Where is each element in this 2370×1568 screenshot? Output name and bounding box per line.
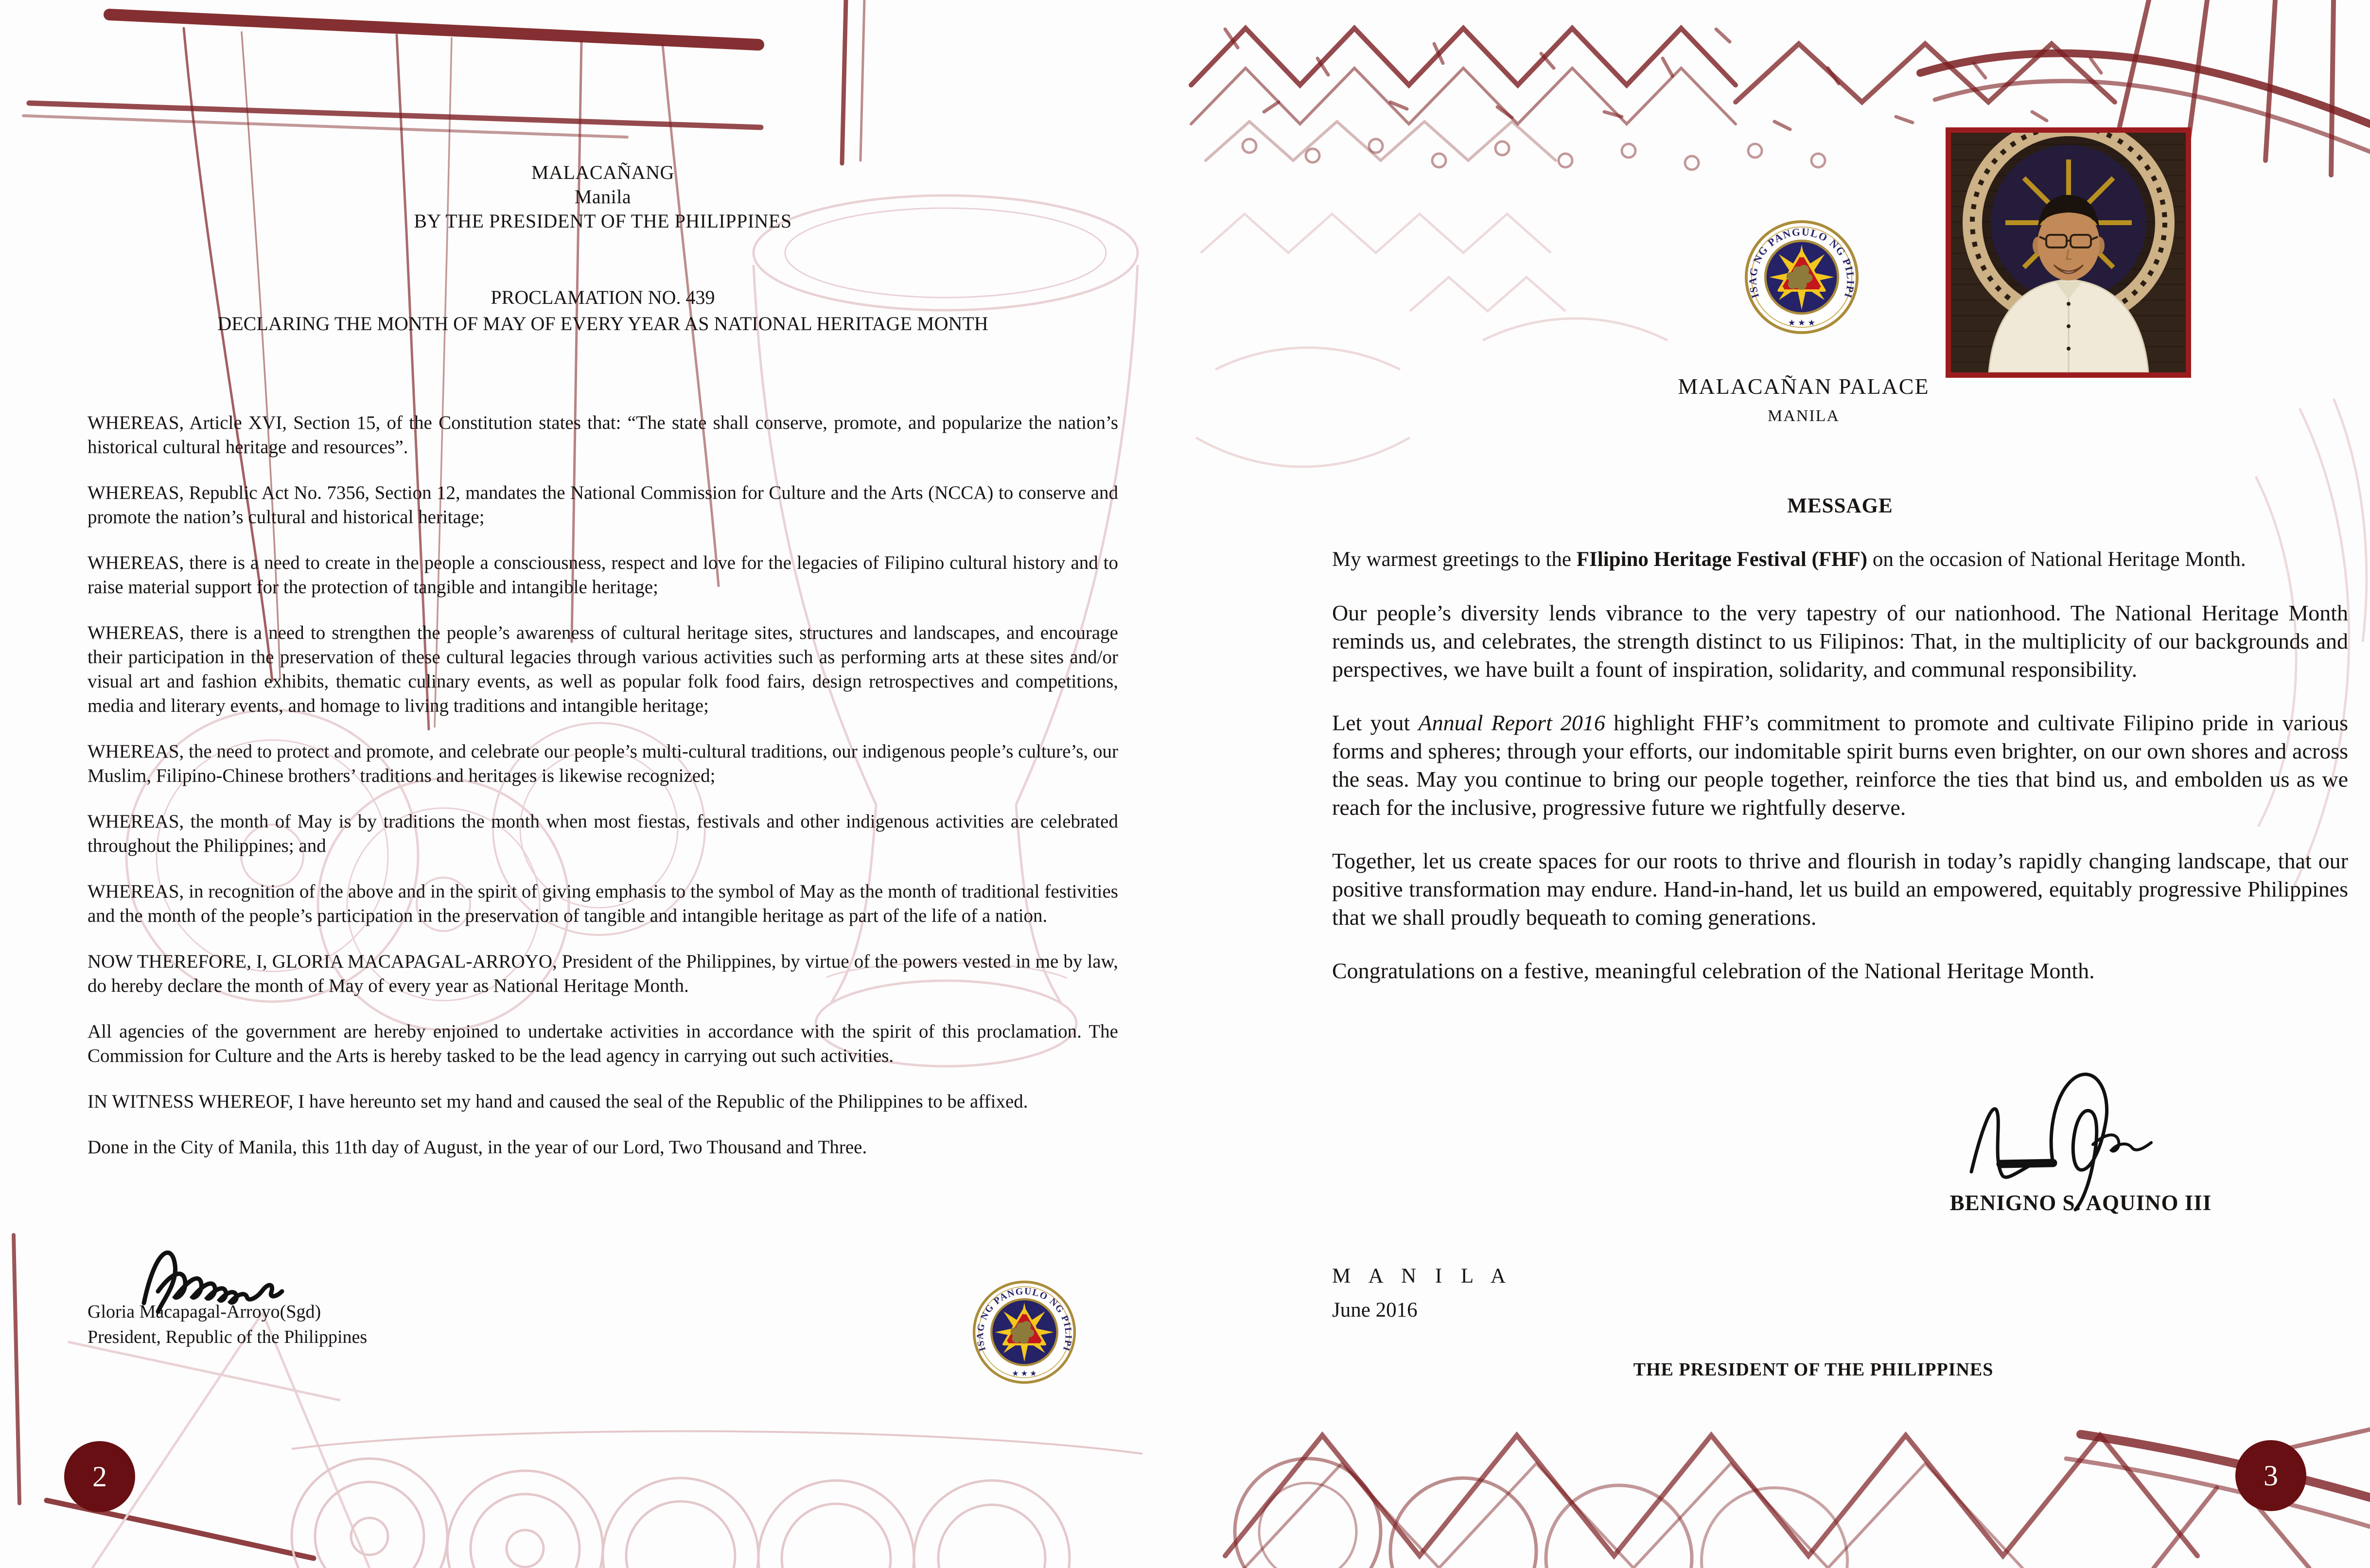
right-page-footer: THE PRESIDENT OF THE PHILIPPINES — [1633, 1359, 1994, 1380]
message-p1-post: on the occasion of National Heritage Month. — [1867, 548, 2246, 571]
page-number-left-value: 2 — [92, 1460, 107, 1493]
right-bottom-sketch — [1225, 1429, 2370, 1568]
page-number-right-value: 3 — [2264, 1459, 2278, 1492]
now-therefore-paragraph: NOW THEREFORE, I, GLORIA MACAPAGAL-ARROYO, President of the Philippines, by virtue of the powers vested in me by law, do hereby declare the month of May of every year as National Heritage Month. — [88, 951, 1118, 996]
header-malacanang: MALACAÑANG — [531, 161, 674, 183]
proclamation-body — [88, 411, 1118, 1181]
header-manila: Manila — [574, 186, 632, 208]
page-number-right — [2235, 1440, 2306, 1511]
signer-title: President, Republic of the Philippines — [88, 1327, 368, 1347]
whereas-paragraph-6: WHEREAS, the month of May is by traditions the month when most fiestas, festivals and other indigenous activities are celebrated throughout the Philippines; and — [88, 811, 1118, 856]
done-in-manila-paragraph: Done in the City of Manila, this 11th day of August, in the year of our Lord, Two Thousand and Three. — [88, 1137, 867, 1158]
message-paragraph-4: Together, let us create spaces for our roots to thrive and flourish in today’s rapidly changing landscape, that our positive transformation may endure. Hand-in-hand, let us build an empowered, equitably progressive Philippines that we shall proudly bequeath to coming generations. — [1332, 848, 2348, 930]
proclamation-number: PROCLAMATION NO. 439 — [491, 286, 715, 308]
message-date: June 2016 — [1332, 1299, 1418, 1321]
message-paragraph-1 — [1332, 546, 2348, 574]
whereas-paragraph-1: WHEREAS, Article XVI, Section 15, of the Constitution states that: “The state shall conserve, promote, and popularize the nation’s historical cultural heritage and resources”. — [88, 412, 1118, 458]
palace-header — [1619, 373, 1988, 425]
message-p3-pre: Let yout — [1332, 710, 1419, 735]
message-p1-bold: FIlipino Heritage Festival (FHF) — [1576, 548, 1868, 571]
presidential-seal-small — [972, 1280, 1076, 1384]
in-witness-paragraph: IN WITNESS WHEREOF, I have hereunto set my hand and caused the seal of the Republic of the Philippines to be affixed. — [88, 1091, 1028, 1112]
weave-band-sketch — [1191, 0, 2370, 175]
all-agencies-paragraph: All agencies of the government are hereby enjoined to undertake activities in accordance with the spirit of this proclamation. The Commission for Culture and the Arts is hereby tasked to be the lead agency in carrying out such activities. — [88, 1021, 1118, 1066]
right-signer-name: BENIGNO S. AQUINO III — [1949, 1191, 2212, 1215]
whereas-paragraph-4: WHEREAS, there is a need to strengthen the people’s awareness of cultural heritage sites, structures and landscapes, and encourage their participation in the preservation of these cultural legacies through various activities such as performing arts at these sites and/or visual art and fashion exhibits, thematic culinary events, as well as popular folk food fairs, design retrospectives and competitions, media and literary events, and homage to living traditions and intangible heritage; — [88, 622, 1118, 716]
whereas-paragraph-3: WHEREAS, there is a need to create in the people a consciousness, respect and love for the legacies of Filipino cultural history and to raise material support for the protection of tangible and intangible heritage; — [88, 552, 1118, 598]
whereas-paragraph-2: WHEREAS, Republic Act No. 7356, Section 12, mandates the National Commission for Culture and the Arts (NCCA) to conserve and promote the nation’s cultural and historical heritage; — [88, 482, 1118, 528]
left-page-header — [88, 160, 1118, 233]
proclamation-subtitle: DECLARING THE MONTH OF MAY OF EVERY YEAR AS NATIONAL HERITAGE MONTH — [217, 313, 988, 335]
left-signature-block — [88, 1299, 671, 1350]
message-heading: MESSAGE — [1787, 494, 1893, 517]
palace-name: MALACAÑAN PALACE — [1678, 374, 1930, 399]
portrait-illustration — [1951, 133, 2186, 372]
whereas-paragraph-7: WHEREAS, in recognition of the above and in the spirit of giving emphasis to the symbol of May as the month of traditional festivities and the month of the people’s participation in the preservation of tangible and intangible heritage as part of the life of a nation. — [88, 881, 1118, 926]
message-paragraph-2: Our people’s diversity lends vibrance to the very tapestry of our nationhood. The National Heritage Month reminds us, and celebrates, the strength distinct to us Filipinos: That, in the multiplicity of our backgrounds and perspectives, we have built a fount of inspiration, solidarity, and communal responsibility. — [1332, 600, 2348, 682]
presidential-seal-right — [1744, 220, 1859, 335]
header-by-president: BY THE PRESIDENT OF THE PHILIPPINES — [414, 210, 792, 232]
message-p3-italic: Annual Report 2016 — [1418, 710, 1605, 735]
whereas-paragraph-5: WHEREAS, the need to protect and promote, and celebrate our people’s multi-cultural traditions, our indigenous people’s culture’s, our Muslim, Filipino-Chinese brothers’ traditions and heritages is likewise recognized; — [88, 741, 1118, 786]
message-paragraph-3 — [1332, 709, 2348, 822]
president-portrait-photo — [1946, 127, 2191, 378]
page-number-left — [64, 1441, 135, 1512]
palace-city: MANILA — [1768, 407, 1840, 425]
message-p3-post: highlight FHF’s commitment to promote and cultivate Filipino pride in various forms and spheres; through your efforts, our indomitable spirit burns even brighter, on our own shores and across the seas. May you continue to bring our people together, reinforce the ties that bind us, and embolden us as we reach for the inclusive, progressive future we rightfully deserve. — [1332, 710, 2349, 820]
proclamation-title-block — [88, 284, 1118, 337]
message-place: M A N I L A — [1332, 1265, 1513, 1287]
message-p1-pre: My warmest greetings to the — [1332, 548, 1577, 571]
signer-name: Gloria Macapagal-Arroyo(Sgd) — [88, 1302, 321, 1322]
gong-row-sketch — [292, 1431, 1142, 1568]
message-body — [1332, 546, 2348, 1010]
message-paragraph-5: Congratulations on a festive, meaningful celebration of the National Heritage Month. — [1332, 958, 2095, 983]
